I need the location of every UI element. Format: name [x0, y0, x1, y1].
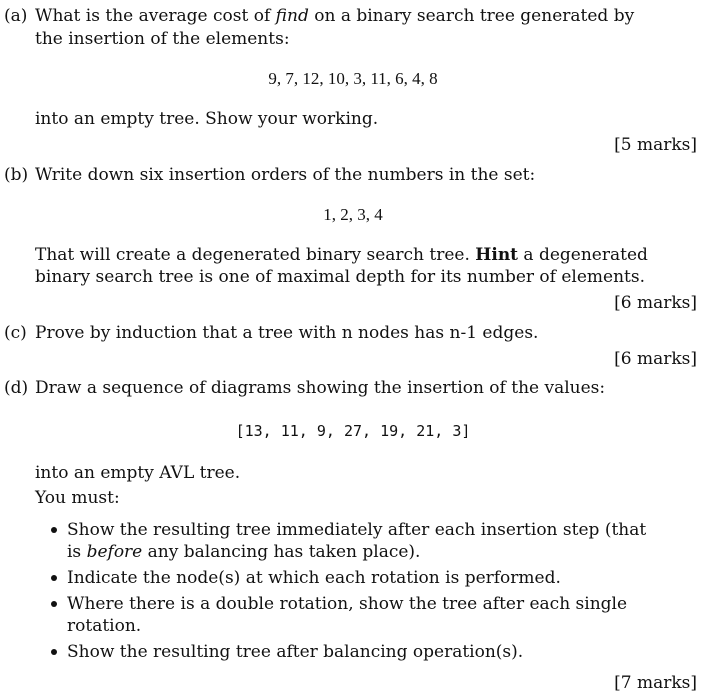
question-d-bullet2: Indicate the node(s) at which each rotation is performed.	[67, 568, 561, 588]
question-b-marks: [6 marks]	[614, 293, 697, 313]
question-a-find-emphasis: find	[275, 6, 309, 26]
question-d-line2: into an empty AVL tree.	[35, 463, 241, 483]
bullet-4-dot	[51, 649, 57, 655]
bullet-3-dot	[51, 601, 57, 607]
question-b-line1: Write down six insertion orders of the numbers in the set:	[35, 165, 536, 185]
question-c-line1: Prove by induction that a tree with n nodes has n-1 edges.	[35, 323, 539, 343]
bullet-1-dot	[51, 527, 57, 533]
question-a-line3: into an empty tree. Show your working.	[35, 109, 379, 129]
question-d-before-emphasis: before	[86, 542, 143, 562]
question-d-bullet3-line2: rotation.	[67, 616, 142, 636]
question-c-label: (c)	[4, 323, 27, 343]
question-b-line2-post: a degenerated	[518, 245, 648, 265]
question-a-line1-post: on a binary search tree generated by	[308, 6, 635, 26]
question-b-set: 1, 2, 3, 4	[323, 205, 383, 224]
question-a-line1	[35, 5, 634, 27]
question-d-bullet1-line2	[67, 541, 420, 563]
question-b-line2-pre: That will create a degenerated binary search tree.	[35, 245, 476, 265]
question-d-values: [13, 11, 9, 27, 19, 21, 3]	[235, 422, 471, 440]
question-b-line2	[35, 244, 648, 266]
question-d-label: (d)	[4, 378, 29, 398]
question-a-marks: [5 marks]	[614, 135, 697, 155]
question-d-bullet3-line1: Where there is a double rotation, show the tree after each single	[67, 594, 628, 614]
question-b-label: (b)	[4, 165, 29, 185]
question-b-hint: Hint	[475, 245, 519, 265]
question-c-marks: [6 marks]	[614, 349, 697, 369]
question-a-line2: the insertion of the elements:	[35, 29, 290, 49]
question-d-bullet1-pre: is	[67, 542, 87, 562]
question-d-bullet1-line1: Show the resulting tree immediately after each insertion step (that	[67, 520, 647, 540]
question-d-marks: [7 marks]	[614, 673, 697, 693]
question-d-line3: You must:	[35, 488, 120, 508]
question-d-bullet1-post: any balancing has taken place).	[142, 542, 421, 562]
question-a-sequence: 9, 7, 12, 10, 3, 11, 6, 4, 8	[268, 69, 438, 88]
bullet-2-dot	[51, 575, 57, 581]
question-b-line3: binary search tree is one of maximal depth for its number of elements.	[35, 267, 645, 287]
question-a-line1-pre: What is the average cost of	[35, 6, 276, 26]
question-d-line1: Draw a sequence of diagrams showing the insertion of the values:	[35, 378, 606, 398]
question-d-bullet4: Show the resulting tree after balancing operation(s).	[67, 642, 524, 662]
question-a-label: (a)	[4, 6, 28, 26]
